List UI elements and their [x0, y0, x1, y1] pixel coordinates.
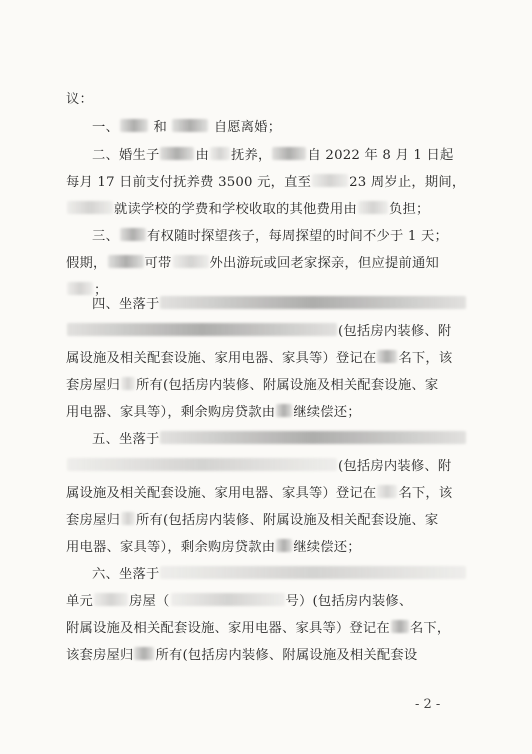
- clause-3-line-1: [92, 227, 512, 247]
- clause-4-line-1: [92, 295, 512, 315]
- clause-6-line-4: [66, 646, 486, 666]
- clause-4-line-5: [66, 403, 486, 423]
- clause-5-line-4: [66, 511, 486, 531]
- redaction: [391, 620, 409, 633]
- clause-number: 一、: [92, 120, 119, 135]
- text: 三、: [92, 229, 119, 244]
- redaction: [377, 485, 397, 498]
- text: 名下，: [409, 621, 451, 636]
- text: 五、坐落于: [92, 432, 160, 447]
- text: 所有(包括房内装修、附属设施及相关配套设: [155, 648, 418, 663]
- text: 继续偿还；: [293, 540, 361, 555]
- redaction: [67, 323, 337, 336]
- text: (包括房内装修、附: [338, 459, 452, 474]
- text: 属设施及相关配套设施、家用电器、家具等）登记在: [66, 351, 377, 366]
- redaction: [276, 539, 292, 552]
- page-number: - 2 -: [415, 697, 441, 712]
- text: 所有(包括房内装修、附属设施及相关配套设施、家: [136, 513, 439, 528]
- text: 属设施及相关配套设施、家用电器、家具等）登记在: [66, 486, 377, 501]
- text: 外出游玩或回老家探亲，但应提前通知: [209, 256, 439, 271]
- redaction: [67, 458, 337, 471]
- text: 和: [153, 120, 167, 135]
- text: 附属设施及相关配套设施、家用电器、家具等）登记在: [66, 621, 390, 636]
- redaction: [171, 593, 285, 606]
- text: 继续偿还；: [293, 405, 361, 420]
- clause-6-line-1: [92, 565, 512, 585]
- redaction: [160, 296, 466, 309]
- redaction: [276, 404, 292, 417]
- text: 名下，该: [398, 351, 453, 366]
- text: 由: [195, 148, 209, 163]
- text: 负担；: [388, 202, 430, 217]
- clause-2-line-2: [66, 173, 486, 193]
- text: 所有(包括房内装修、附属设施及相关配套设施、家: [136, 378, 439, 393]
- text: 二、婚生子: [92, 148, 160, 163]
- text: 用电器、家具等），剩余购房贷款由: [66, 405, 276, 420]
- text: 单元: [66, 594, 93, 609]
- text: 房屋（: [129, 594, 170, 609]
- text: 有权随时探望孩子，每周探望的时间不少于 1 天；: [147, 229, 448, 244]
- redaction: [272, 147, 306, 160]
- text: 假期，: [66, 256, 107, 271]
- clause-3-line-2: [66, 254, 486, 274]
- redaction: [173, 255, 209, 268]
- clause-4-line-3: [66, 349, 486, 369]
- clause-5-line-3: [66, 484, 486, 504]
- text: 四、坐落于: [92, 297, 160, 312]
- redaction: [121, 377, 135, 390]
- text: (包括房内装修、附: [338, 324, 452, 339]
- text: 自愿离婚；: [213, 120, 282, 135]
- clause-4-line-4: [66, 376, 486, 396]
- clause-6-line-2: [66, 592, 486, 612]
- clause-5-line-5: [66, 538, 486, 558]
- redaction: [67, 282, 93, 295]
- text: 号）(包括房内装修、: [285, 594, 413, 609]
- text: ；: [94, 283, 108, 298]
- clause-6-line-3: [66, 619, 486, 639]
- clause-5-line-2: [66, 457, 486, 477]
- text: 自 2022 年 8 月 1 日起: [307, 148, 454, 163]
- clause-1: [92, 118, 512, 138]
- redaction: [160, 431, 466, 444]
- redaction: [210, 147, 230, 160]
- redaction: [121, 512, 135, 525]
- clause-4-line-2: [66, 322, 486, 342]
- redaction: [94, 593, 128, 606]
- clause-2-line-1: [92, 146, 512, 166]
- redaction: [160, 566, 466, 579]
- text: 该套房屋归: [66, 648, 134, 663]
- clause-5-line-1: [92, 430, 512, 450]
- redaction: [120, 119, 148, 132]
- redaction: [312, 174, 348, 187]
- redaction: [358, 201, 388, 214]
- text: 名下，该: [398, 486, 453, 501]
- text: 套房屋归: [66, 513, 120, 528]
- redaction: [160, 147, 194, 160]
- text: 用电器、家具等），剩余购房贷款由: [66, 540, 276, 555]
- redaction: [172, 119, 208, 132]
- text: 六、坐落于: [92, 567, 160, 582]
- text: 套房屋归: [66, 378, 120, 393]
- paragraph-intro: [66, 90, 486, 110]
- text: 抚养，: [230, 148, 272, 163]
- redaction: [108, 255, 144, 268]
- text: 议：: [66, 92, 93, 107]
- text: 每月 17 日前支付抚养费 3500 元，直至: [66, 175, 312, 190]
- redaction: [377, 350, 397, 363]
- redaction: [67, 201, 113, 214]
- redaction: [120, 228, 146, 241]
- text: 可带: [144, 256, 172, 271]
- clause-2-line-3: [66, 200, 486, 220]
- text: 就读学校的学费和学校收取的其他费用由: [114, 202, 357, 217]
- redaction: [134, 647, 154, 660]
- text: 23 周岁止，期间，: [349, 175, 466, 190]
